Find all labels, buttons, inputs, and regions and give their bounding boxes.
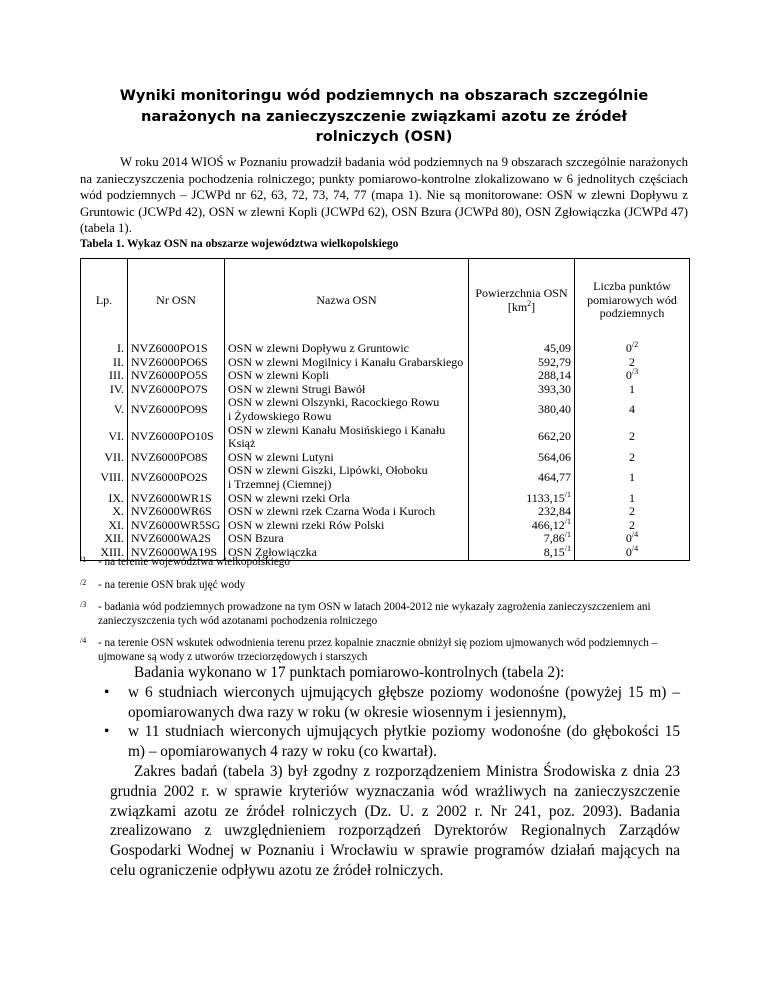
table-row [81,519,690,533]
cell-liczba-punktow [575,383,690,397]
cell-liczba-punktow [575,464,690,491]
cell-lp [81,342,128,356]
body-paragraph-2: Zakres badań (tabela 3) był zgodny z rozporządzeniem Ministra Środowiska z dnia 23 grudnia 2002 r. w sprawie kryteriów wyznaczania wód wrażliwych na zanieczyszczenie związkami azotu ze źródeł rolniczych (Dz. U. z 2002 r. Nr 241, poz. 2093). Badania zrealizowano z uwzględnieniem rozporządzeń Dyrektorów Regionalnych Zarządów Gospodarki Wodnej w Poznaniu i Wrocławiu w sprawie programów działań mających na celu ograniczenie odpływu azotu ze źródeł rolniczych. [110,762,680,879]
cell-powierzchnia [469,396,575,423]
cell-nr-osn [128,424,225,451]
cell-powierzchnia [469,505,575,519]
table-row [81,451,690,465]
header-powierzchnia-text: Powierzchnia OSN [km [475,285,568,314]
cell-powierzchnia-text: 288,14 [538,368,571,383]
document-title: Wyniki monitoringu wód podziemnych na obszarach szczególnie narażonych na zanieczyszczenie związkami azotu ze źródeł rolniczych (OSN) [119,87,649,145]
cell-powierzchnia [469,424,575,451]
cell-powierzchnia-text: 7,86 [543,531,565,546]
cell-nr-osn [128,532,225,546]
cell-nr-text: NVZ6000PO6S [131,354,208,369]
cell-nazwa-text: OSN Bzura [228,531,284,546]
cell-nr-text: NVZ6000PO2S [131,470,208,485]
cell-nazwa-text: OSN w zlewni Olszynki, Racockiego Rowu [228,395,440,410]
cell-lp-text: VII. [104,449,124,464]
osn-table [80,258,690,561]
table-header-row [81,259,690,343]
cell-nazwa-osn [225,505,469,519]
cell-powierzchnia-text: 662,20 [538,429,571,444]
cell-powierzchnia [469,451,575,465]
table-row [81,396,690,423]
intro-paragraph: W roku 2014 WIOŚ w Poznaniu prowadził badania wód podziemnych na 9 obszarach szczególnie narażonych na zanieczyszczenia pochodzenia rolniczego; punkty pomiarowo-kontrolne zlokalizowano w 6 jednolitych częściach wód podziemnych – JCWPd nr 62, 63, 72, 73, 74, 77 (mapa 1). Nie są monitorowane: OSN w zlewni Dopływu z Gruntowic (JCWPd 42), OSN w zlewni Kopli (JCWPd 62), OSN Bzura (JCWPd 80), OSN Zgłowiączka (JCWPd 47) (tabela 1). [80,155,688,236]
cell-nr-text: NVZ6000WR5SG [131,517,221,532]
cell-lp [81,451,128,465]
cell-powierzchnia-sup: /1 [564,530,571,540]
cell-liczba-text: 0 [625,368,632,383]
cell-nr-text: NVZ6000PO10S [131,429,214,444]
cell-lp [81,383,128,397]
cell-liczba-punktow [575,342,690,356]
cell-liczba-text: 0 [625,531,632,546]
cell-liczba-text: 2 [629,354,635,369]
header-powierzchnia-end: ] [531,299,536,314]
cell-nr-osn [128,505,225,519]
cell-nr-text: NVZ6000WR1S [131,490,212,505]
cell-lp-text: X. [112,504,124,519]
cell-liczba-text: 1 [629,470,635,485]
cell-nazwa-text: OSN w zlewni Mogilnicy i Kanału Grabarskiego [228,354,464,369]
cell-nazwa-text: OSN w zlewni rzeki Rów Polski [228,517,385,532]
cell-powierzchnia [469,489,575,506]
cell-liczba-text: 1 [629,490,635,505]
footnotes [80,556,690,674]
cell-lp-text: VI. [108,429,124,444]
footnote-text: - na terenie OSN wskutek odwodnienia terenu przez kopalnie znacznie obniżył się poziom ujmowanych wód podziemnych – ujmowane są wody z utworów trzeciorzędowych i starszych [98,637,658,663]
cell-lp-text: XI. [108,517,124,532]
cell-powierzchnia [469,383,575,397]
cell-powierzchnia-text: 232,84 [538,504,571,519]
cell-liczba-punktow [575,369,690,383]
bullet-list [104,683,680,762]
header-nr-osn: Nr OSN [128,259,225,343]
cell-lp [81,369,128,383]
cell-powierzchnia-text: 393,30 [538,381,571,396]
cell-lp-text: XIII. [100,544,124,559]
cell-powierzchnia-text: 1133,15 [526,490,565,505]
cell-nazwa-text: OSN w zlewni rzek Czarna Woda i Kuroch [228,504,436,519]
table-row [81,505,690,519]
footnote-text: - badania wód podziemnych prowadzone na tym OSN w latach 2004-2012 nie wykazały zagrożenia zanieczyszczeniem ani zanieczyszczenia tych wód azotanami pochodzenia rolniczego [98,601,651,627]
cell-lp-text: V. [113,402,124,417]
cell-nazwa-osn [225,532,469,546]
footnote-mark: /2 [80,577,87,587]
bullet-glyph: • [104,683,110,701]
main-text [104,663,680,881]
footnote [80,579,690,593]
bullet-glyph: • [104,723,110,741]
cell-nr-osn [128,369,225,383]
footnote-mark: /1 [80,555,87,564]
cell-nr-text: NVZ6000WA19S [131,544,217,559]
table-row [81,532,690,546]
cell-nazwa-text: OSN w zlewni Lutyni [228,449,334,464]
table-row [81,369,690,383]
header-powierzchnia-sup: 2 [527,298,532,308]
header-nazwa-osn: Nazwa OSN [225,259,469,343]
cell-lp-text: I. [117,341,124,355]
cell-nazwa-text-line2: i Trzemnej (Ciemnej) [228,476,332,491]
cell-powierzchnia-sup: /1 [564,543,571,553]
cell-nazwa-text: OSN w zlewni Kanału Mosińskiego i Kanału [228,422,446,437]
cell-lp-text: II. [113,354,124,369]
cell-powierzchnia-text: 592,79 [538,354,571,369]
cell-powierzchnia-sup: /1 [564,489,571,499]
cell-nr-osn [128,342,225,356]
cell-lp [81,519,128,533]
table-body [81,342,690,560]
table-row [81,492,690,506]
footnote [80,637,690,664]
cell-lp-text: XII. [104,531,124,546]
cell-lp [81,424,128,451]
table-row [81,356,690,370]
table-caption: Tabela 1. Wykaz OSN na obszarze województwa wielkopolskiego [80,238,399,250]
cell-liczba-punktow [575,396,690,423]
cell-powierzchnia-text: 464,77 [538,470,571,485]
cell-lp [81,396,128,423]
cell-powierzchnia [469,464,575,491]
cell-nr-osn [128,519,225,533]
cell-nazwa-text: OSN w zlewni Dopływu z Gruntowic [228,341,409,355]
cell-nazwa-osn [225,424,469,451]
cell-lp [81,532,128,546]
cell-liczba-punktow [575,451,690,465]
cell-nr-osn [128,356,225,370]
cell-lp-text: IV. [109,381,124,396]
cell-nazwa-osn [225,356,469,370]
table-row [81,383,690,397]
cell-nazwa-osn [225,342,469,356]
cell-nazwa-text-line2: i Żydowskiego Rowu [228,408,332,423]
cell-powierzchnia [469,342,575,356]
cell-nr-text: NVZ6000PO1S [131,341,208,355]
cell-nazwa-osn [225,383,469,397]
cell-nazwa-text: OSN w zlewni Kopli [228,368,329,383]
body-lead: Badania wykonano w 17 punktach pomiarowo-kontrolnych (tabela 2): [134,664,565,681]
cell-liczba-text: 4 [629,402,635,417]
cell-liczba-text: 2 [629,429,635,444]
cell-powierzchnia-text: 564,06 [538,449,571,464]
cell-nr-osn [128,464,225,491]
table-row [81,464,690,491]
cell-liczba-punktow [575,492,690,506]
cell-lp [81,464,128,491]
cell-nr-text: NVZ6000PO7S [131,381,208,396]
cell-nr-osn [128,492,225,506]
cell-liczba-text: 2 [629,449,635,464]
cell-powierzchnia [469,532,575,546]
cell-liczba-punktow [575,424,690,451]
cell-lp-text: III. [109,368,124,383]
cell-lp [81,505,128,519]
cell-powierzchnia-text: 380,40 [538,402,571,417]
bullet-text: w 6 studniach wierconych ujmujących głębsze poziomy wodonośne (powyżej 15 m) – opomiarowanych dwa razy w roku (w okresie wiosennym i jesiennym), [128,683,680,721]
cell-liczba-text: 2 [629,504,635,519]
cell-nazwa-osn [225,519,469,533]
bullet-item [104,722,680,762]
cell-powierzchnia-sup: /1 [564,516,571,526]
cell-powierzchnia [469,369,575,383]
cell-nazwa-osn [225,369,469,383]
cell-liczba-text: 0 [625,341,632,355]
cell-nr-osn [128,396,225,423]
footnote-text: - na terenie OSN brak ujęć wody [98,578,246,591]
cell-liczba-sup: /3 [631,367,639,377]
cell-nr-text: NVZ6000WA2S [131,531,211,546]
cell-powierzchnia-text: 466,12 [531,517,565,532]
cell-nazwa-text: OSN w zlewni Giszki, Lipówki, Ołoboku [228,463,428,478]
cell-lp-text: IX. [108,490,124,505]
bullet-item [104,683,680,723]
table-row [81,342,690,356]
header-powierzchnia [469,259,575,343]
cell-nazwa-osn [225,451,469,465]
cell-nazwa-osn [225,464,469,491]
bullet-text: w 11 studniach wierconych ujmujących płytkie poziomy wodonośne (do głębokości 15 m) – opomiarowanych 4 razy w roku (co kwartał). [128,723,680,761]
cell-nazwa-text-line2: Książ [228,436,256,451]
cell-nr-text: NVZ6000PO9S [131,402,208,417]
footnote [80,601,690,628]
header-lp: Lp. [81,259,128,343]
cell-powierzchnia [469,356,575,370]
cell-liczba-text: 0 [625,544,632,559]
cell-liczba-sup: /2 [631,340,639,349]
cell-nazwa-text: OSN Zgłowiączka [228,544,317,559]
cell-powierzchnia-text: 8,15 [543,544,565,559]
cell-nazwa-text: OSN w zlewni rzeki Orla [228,490,350,505]
cell-nazwa-osn [225,492,469,506]
cell-nr-text: NVZ6000WR6S [131,504,212,519]
cell-liczba-punktow [575,505,690,519]
cell-liczba-text: 2 [629,517,635,532]
cell-nazwa-text: OSN w zlewni Strugi Bawół [228,381,366,396]
cell-lp [81,492,128,506]
cell-nazwa-osn [225,396,469,423]
cell-nr-osn [128,383,225,397]
cell-liczba-text: 1 [629,381,635,396]
cell-lp-text: VIII. [100,470,124,485]
cell-nr-text: NVZ6000PO5S [131,368,208,383]
footnote [80,556,690,570]
footnote-text: - na terenie województwa wielkopolskiego [98,556,290,568]
footnote-mark: /4 [80,636,87,646]
cell-powierzchnia-text: 45,09 [544,341,571,355]
cell-nr-osn [128,451,225,465]
cell-liczba-sup: /4 [631,543,639,553]
cell-nr-text: NVZ6000PO8S [131,449,208,464]
cell-lp [81,356,128,370]
cell-liczba-sup: /4 [631,530,639,540]
header-liczba-punktow: Liczba punktów pomiarowych wód podziemnych [575,259,690,343]
footnote-mark: /3 [80,600,87,610]
table-row [81,424,690,451]
